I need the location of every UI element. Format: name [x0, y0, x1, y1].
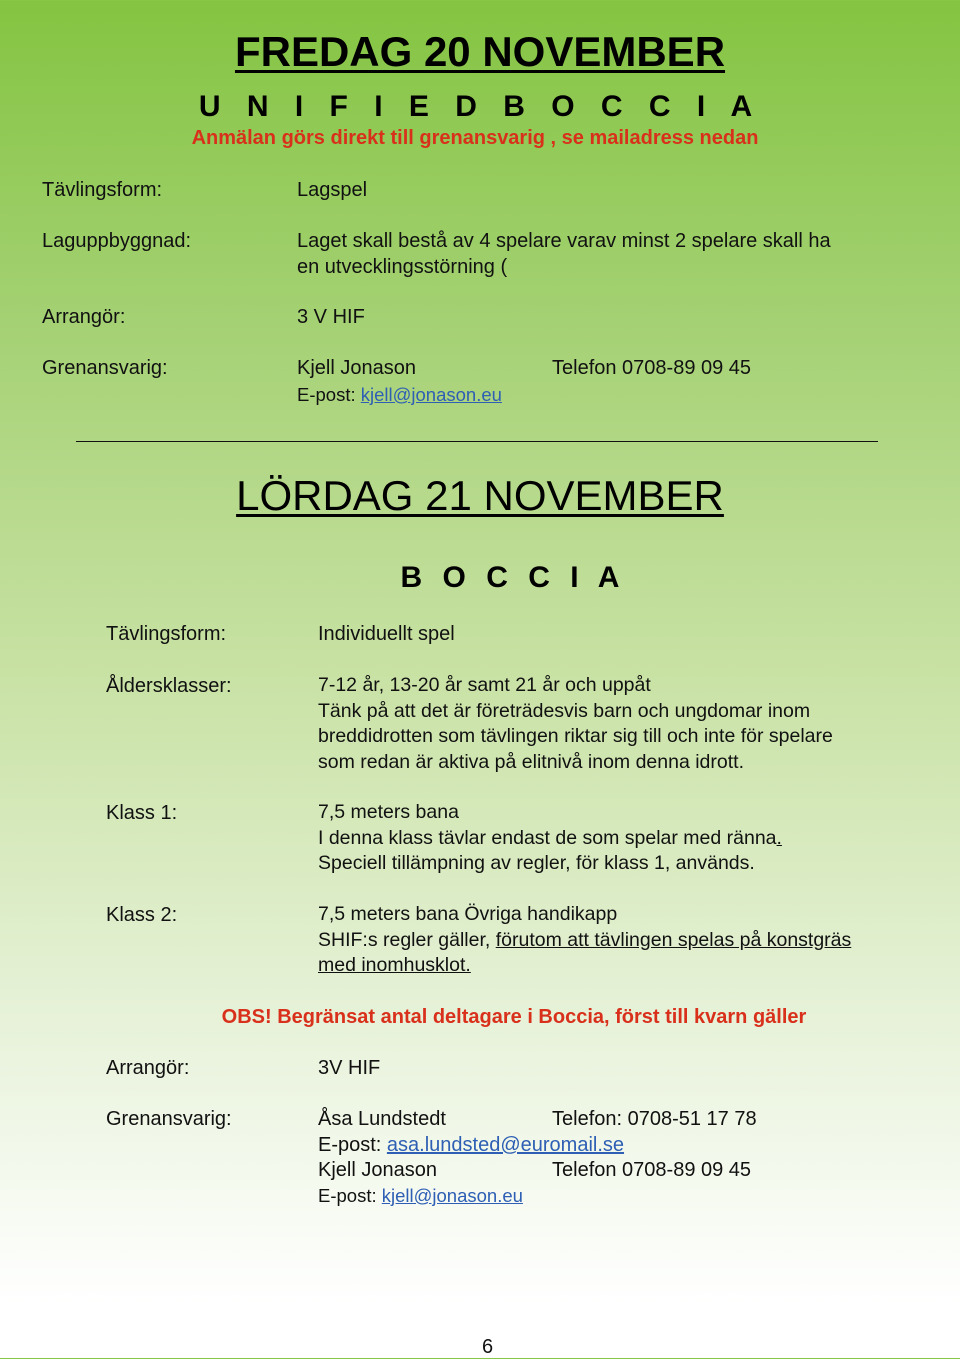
class1-line: 7,5 meters bana — [318, 801, 459, 823]
saturday-organizer-label: Arrangör: — [106, 1057, 190, 1079]
manager2-name: Kjell Jonason — [318, 1159, 437, 1181]
obs-warning: OBS! Begränsat antal deltagare i Boccia, först till kvarn gäller — [221, 1006, 807, 1028]
friday-email-row — [297, 384, 502, 406]
class2-line2-underlined: förutom att tävlingen spelas på konstgräs — [495, 928, 852, 951]
saturday-organizer-value: 3V HIF — [318, 1057, 381, 1079]
class1-label: Klass 1: — [106, 802, 178, 824]
friday-team-line1: Laget skall bestå av 4 spelare varav minst 2 spelare skall ha — [297, 230, 831, 252]
manager2-phone: Telefon 0708-89 09 45 — [552, 1159, 752, 1181]
friday-form-value: Lagspel — [297, 179, 368, 201]
friday-manager-name: Kjell Jonason — [297, 357, 416, 379]
saturday-form-value: Individuellt spel — [318, 623, 455, 645]
class1-text — [318, 800, 918, 877]
saturday-age-text — [318, 673, 918, 775]
class1-line2-text: I denna klass tävlar endast de som spelar med ränna — [318, 826, 777, 849]
manager2-email-link[interactable]: kjell@jonason.eu — [381, 1185, 523, 1206]
age-line: 7-12 år, 13-20 år samt 21 år och uppåt — [318, 674, 651, 696]
saturday-form-label: Tävlingsform: — [106, 623, 227, 645]
friday-email-link[interactable]: kjell@jonason.eu — [360, 384, 502, 405]
class2-line — [318, 928, 938, 954]
saturday-age-label: Åldersklasser: — [106, 675, 232, 697]
manager2-email-row — [318, 1185, 523, 1207]
class1-line2-period: . — [776, 826, 782, 849]
manager1-name: Åsa Lundstedt — [318, 1108, 446, 1130]
saturday-title: LÖRDAG 21 NOVEMBER — [236, 472, 724, 519]
class2-line: med inomhusklot. — [318, 954, 471, 976]
age-line: Tänk på att det är företrädesvis barn och ungdomar inom — [318, 699, 811, 722]
friday-registration-note: Anmälan görs direkt till grenansvarig , se mailadress nedan — [191, 127, 759, 149]
friday-manager-label: Grenansvarig: — [42, 357, 168, 379]
age-line: som redan är aktiva på elitnivå inom denna idrott. — [318, 750, 744, 773]
friday-team-line2: en utvecklingsstörning ( — [297, 256, 508, 278]
saturday-sport-heading: B O C C I A — [400, 561, 626, 594]
friday-sport-heading: U N I F I E D B O C C I A — [198, 90, 762, 123]
manager1-phone: Telefon: 0708-51 17 78 — [552, 1108, 757, 1130]
friday-organizer-label: Arrangör: — [42, 306, 126, 328]
friday-manager-phone: Telefon 0708-89 09 45 — [552, 357, 752, 379]
class2-line2-text: SHIF:s regler gäller, — [318, 928, 496, 951]
page-number: 6 — [481, 1336, 494, 1358]
manager1-email-link[interactable]: asa.lundsted@euromail.se — [386, 1134, 625, 1156]
class2-text — [318, 902, 938, 979]
manager1-email-row — [318, 1134, 624, 1157]
friday-team-label: Laguppbyggnad: — [42, 230, 192, 252]
friday-email-label: E-post: — [297, 384, 356, 405]
manager1-email-label: E-post: — [318, 1134, 382, 1156]
class1-line: Speciell tillämpning av regler, för klass 1, används. — [318, 852, 755, 874]
class2-line: 7,5 meters bana Övriga handikapp — [318, 903, 618, 925]
section-divider — [76, 441, 878, 442]
class1-line — [318, 826, 918, 852]
class2-label: Klass 2: — [106, 904, 178, 926]
saturday-manager-label: Grenansvarig: — [106, 1108, 232, 1130]
friday-form-label: Tävlingsform: — [42, 179, 163, 201]
friday-organizer-value: 3 V HIF — [297, 306, 365, 328]
friday-title: FREDAG 20 NOVEMBER — [234, 28, 726, 75]
age-line: breddidrotten som tävlingen riktar sig till och inte för spelare — [318, 725, 833, 747]
manager2-email-label: E-post: — [318, 1185, 377, 1206]
